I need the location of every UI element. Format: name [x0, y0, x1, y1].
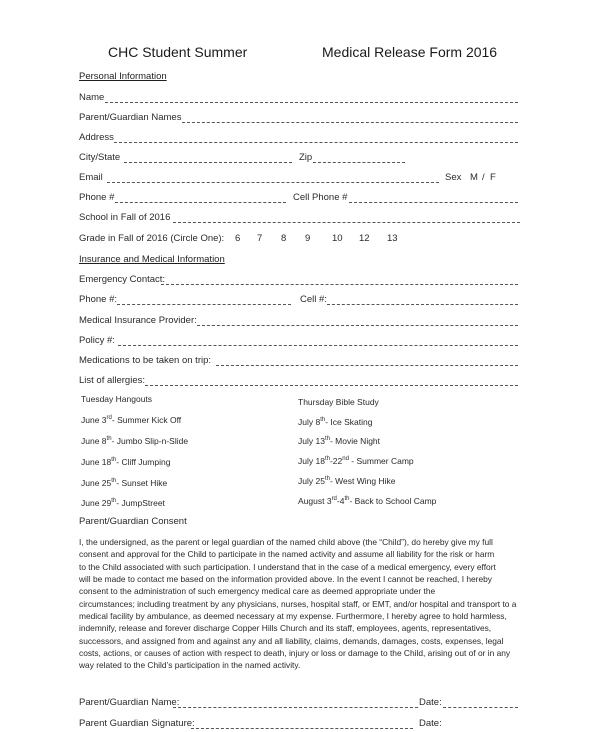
date-field[interactable]	[443, 707, 518, 708]
consent-line: way related to the Child’s participation in the named activity.	[79, 660, 301, 671]
zip-field[interactable]	[313, 162, 405, 163]
address-label: Address	[79, 132, 114, 143]
grade-option[interactable]: 7	[257, 233, 263, 244]
emergency-contact-field[interactable]	[161, 284, 518, 285]
guardian-name-field[interactable]	[173, 707, 418, 708]
page-title: Medical Release Form 2016	[322, 44, 498, 60]
consent-line: consent and approval for the Child to participate in the named activity and assume all liability for the risk or harm	[79, 549, 495, 560]
consent-line: successors, and assigned from and against any and all liability, claims, demands, damages, costs, expenses, legal	[79, 635, 504, 646]
city-label: City/State	[79, 152, 121, 163]
consent-line: costs, actions, or causes of action with respect to death, injury or loss or damage to the Child, arising out of or in any	[79, 648, 511, 659]
address-field[interactable]	[114, 142, 518, 143]
cell-phone-field[interactable]	[349, 202, 518, 203]
city-state-field[interactable]	[124, 162, 292, 163]
name-field[interactable]	[105, 102, 518, 103]
consent-line: medical facility by ambulance, as deemed necessary at my expense. Furthermore, I hereby agree to hold harmless,	[79, 611, 507, 622]
grade-option[interactable]: 8	[281, 233, 287, 244]
allergies-field[interactable]	[145, 385, 518, 386]
school-label: School in Fall of 2016	[79, 212, 171, 223]
school-field[interactable]	[173, 222, 520, 223]
grade-label: Grade in Fall of 2016 (Circle One):	[79, 233, 225, 244]
activity-item: July 18th-22nd - Summer Camp	[298, 456, 414, 466]
activity-item: August 3rd-4th- Back to School Camp	[298, 496, 437, 506]
consent-line: indemnify, release and forever discharge Copper Hills Church and its staff, employees, agents, representatives,	[79, 623, 492, 634]
cell-phone-label: Cell Phone #	[293, 192, 348, 203]
activity-item: June 29th- JumpStreet	[81, 498, 165, 508]
sex-option-f[interactable]: F	[490, 172, 496, 183]
consent-line: consent to the administration of such emergency medical care as deemed appropriate under the	[79, 586, 436, 597]
activity-item: June 25th- Sunset Hike	[81, 478, 168, 488]
insurance-cell-field[interactable]	[327, 304, 518, 305]
guardian-signature-field[interactable]	[191, 728, 413, 729]
activity-item: June 8th- Jumbo Slip-n-Slide	[81, 436, 189, 446]
medications-field[interactable]	[216, 365, 518, 366]
insurance-cell-label: Cell #:	[300, 294, 327, 305]
title-left: CHC Student Summer	[108, 44, 248, 60]
policy-field[interactable]	[118, 345, 518, 346]
grade-option[interactable]: 13	[387, 233, 398, 244]
activity-item: July 13th- Movie Night	[298, 436, 381, 446]
activity-item: July 25th- West Wing Hike	[298, 476, 396, 486]
consent-line: I, the undersigned, as the parent or legal guardian of the named child above (the “Child”), do hereby give my full	[79, 537, 493, 547]
email-label: Email	[79, 172, 103, 183]
grade-option[interactable]: 10	[332, 233, 343, 244]
insurance-phone-field[interactable]	[117, 304, 291, 305]
consent-heading: Parent/Guardian Consent	[79, 516, 187, 527]
sex-option-m[interactable]: M	[470, 172, 478, 183]
consent-paragraph	[79, 536, 529, 672]
consent-line: to the Child associated with such participation. I understand that in the case of a medical emergency, every effort	[79, 561, 496, 572]
consent-line: will be made to contact me based on the information provided above. In the event I cannot be reached, I hereby	[79, 574, 492, 585]
consent-line: circumstances; including treatment by any physicians, nurses, hospital staff, or EMT, and/or hospital and transport to a	[79, 598, 517, 609]
policy-label: Policy #:	[79, 335, 115, 346]
activity-item: Thursday Bible Study	[298, 397, 379, 407]
date-label: Date:	[419, 697, 442, 708]
name-label: Name	[79, 92, 105, 103]
activity-item: June 18th- Cliff Jumping	[81, 457, 171, 467]
insurance-heading: Insurance and Medical Information	[79, 254, 225, 265]
guardian-name-label: Parent/Guardian Name:	[79, 697, 180, 708]
guardian-signature-label: Parent Guardian Signature:	[79, 718, 195, 729]
email-field[interactable]	[107, 182, 439, 183]
grade-option[interactable]: 9	[305, 233, 311, 244]
guardian-names-field[interactable]	[182, 122, 518, 123]
insurance-provider-field[interactable]	[197, 325, 518, 326]
provider-label: Medical Insurance Provider:	[79, 315, 197, 326]
insurance-phone-label: Phone #:	[79, 294, 118, 305]
personal-info-heading: Personal Information	[79, 71, 167, 82]
activity-item: Tuesday Hangouts	[81, 394, 153, 404]
sex-slash: /	[482, 172, 485, 183]
medications-label: Medications to be taken on trip:	[79, 355, 212, 366]
zip-label: Zip	[299, 152, 313, 163]
emergency-contact-label: Emergency Contact:	[79, 274, 166, 285]
grade-option[interactable]: 6	[235, 233, 241, 244]
activity-item: June 3rd- Summer Kick Off	[81, 415, 182, 425]
signature-date-label: Date:	[419, 718, 442, 729]
grade-option[interactable]: 12	[359, 233, 370, 244]
activity-item: July 8th- Ice Skating	[298, 417, 373, 427]
sex-label: Sex	[445, 172, 462, 183]
allergies-label: List of allergies:	[79, 375, 146, 386]
guardian-label: Parent/Guardian Names	[79, 112, 182, 123]
phone-field[interactable]	[115, 202, 286, 203]
phone-label: Phone #	[79, 192, 115, 203]
